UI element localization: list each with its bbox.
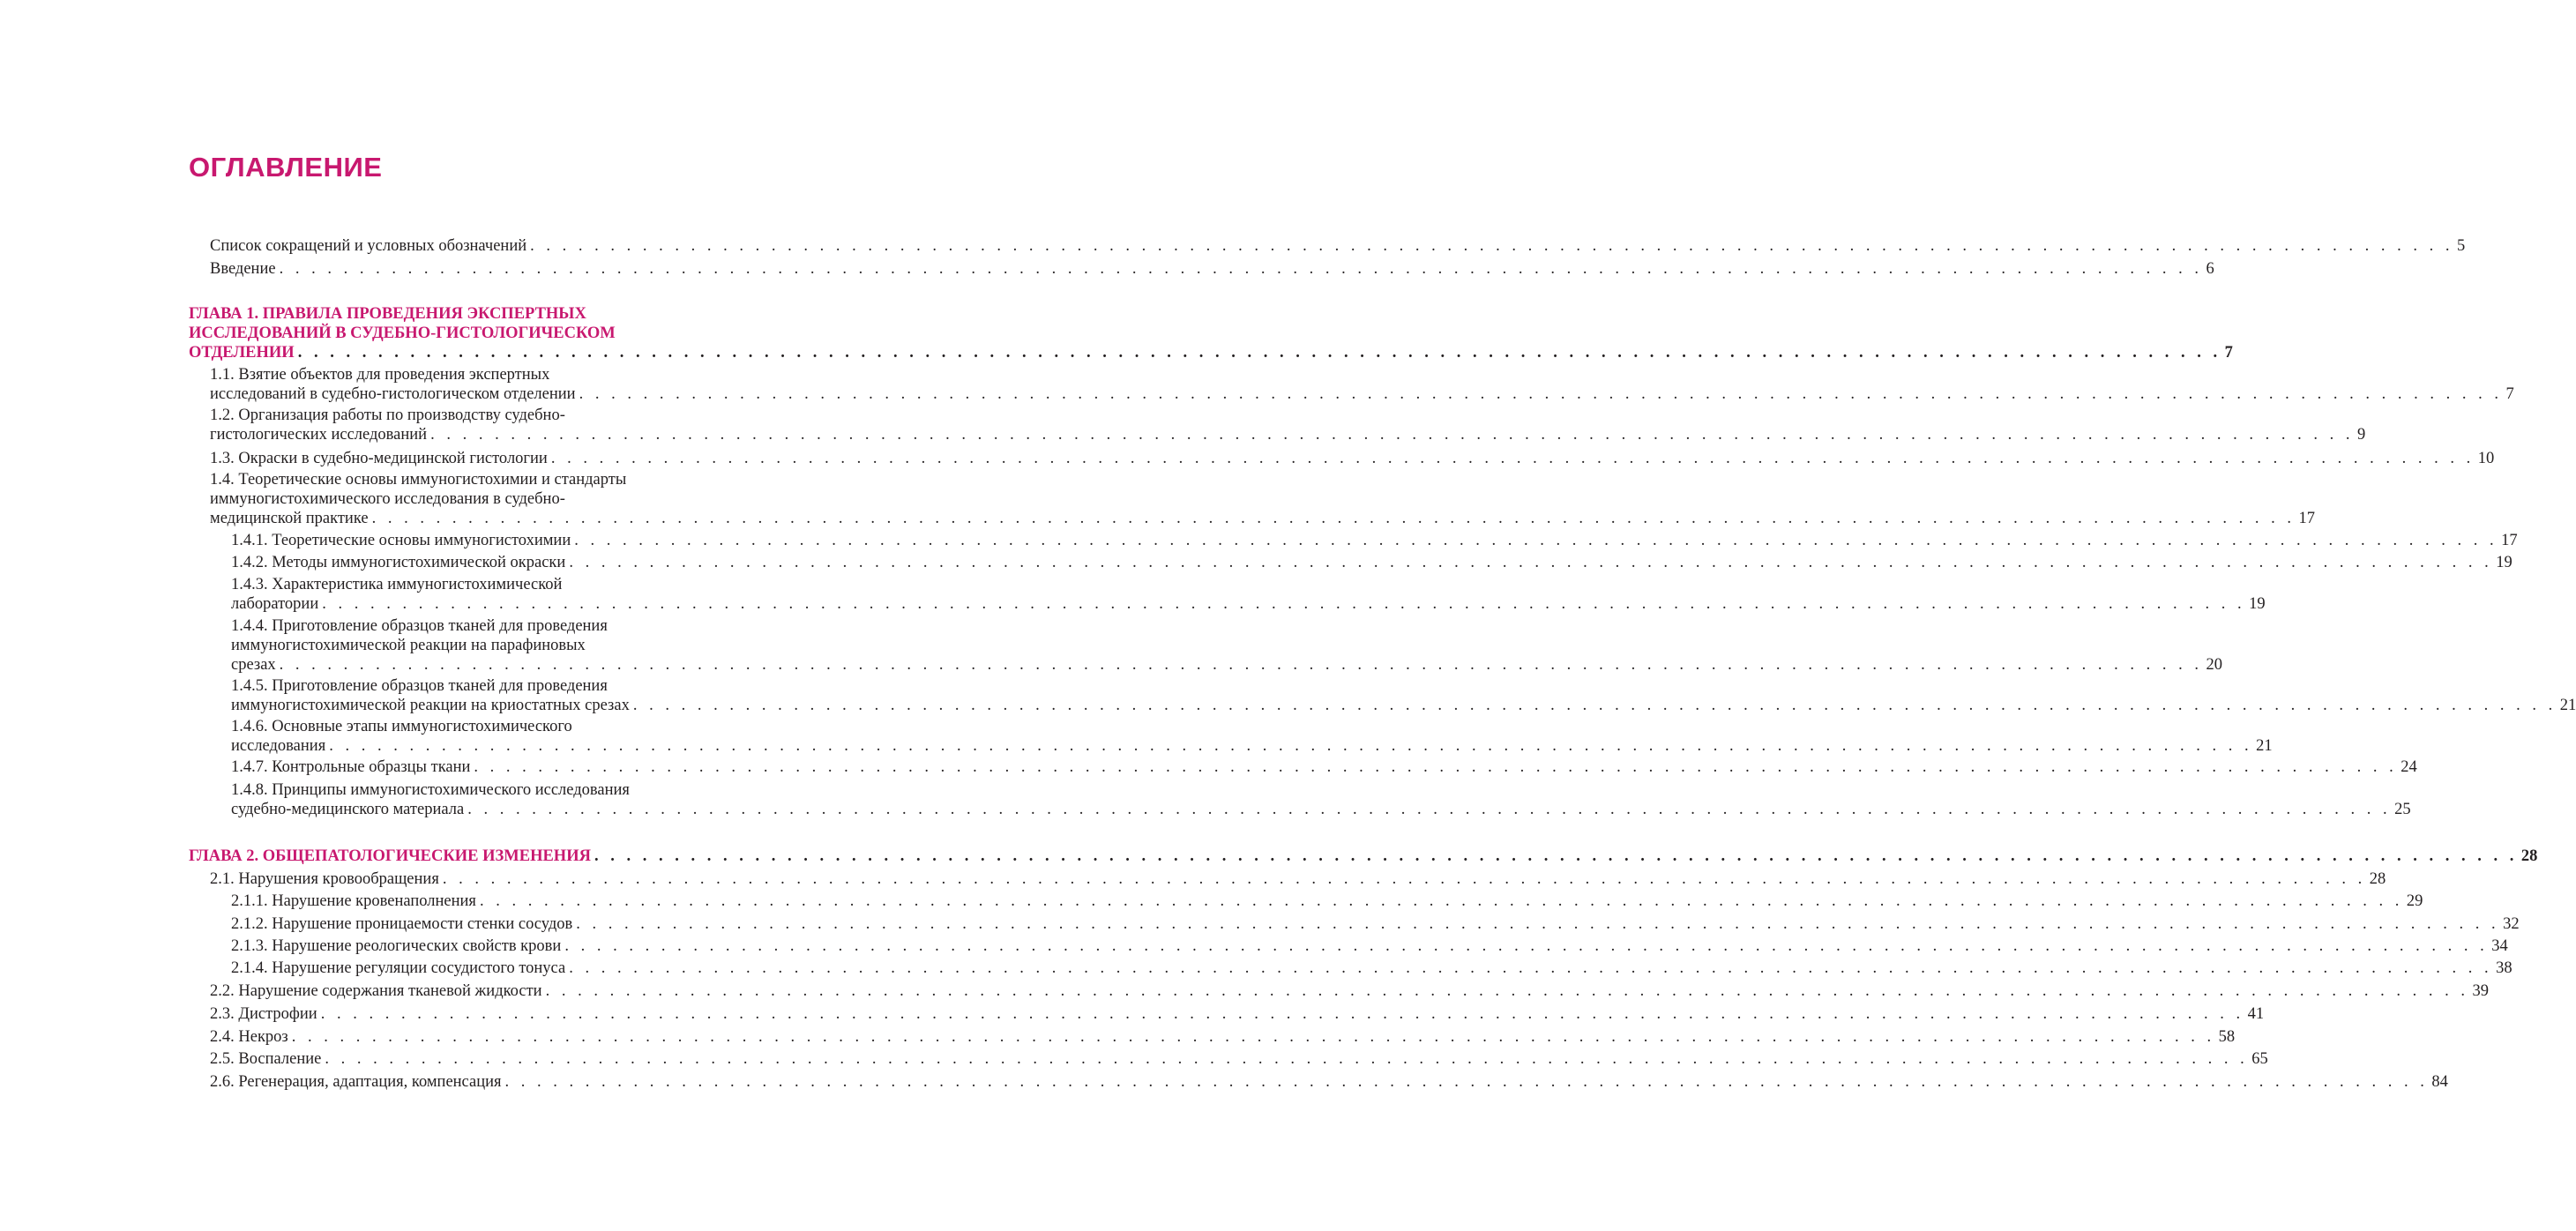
- dot-leader: . . . . . . . . . . . . . . . . . . . . . . . . . . . . . . . . . . . . . . . . . . . . . . . . . . . . . . . . . . . . . . . . . . . . . . . . . . . . . . . . . . . . . . . . . . . . . . . . . . . . . . . . . . . . . . . . . . . . . . . .: [371, 510, 2296, 527]
- toc-entry-title: 1.4.7. Контрольные образцы ткани: [231, 758, 471, 776]
- dot-leader: . . . . . . . . . . . . . . . . . . . . . . . . . . . . . . . . . . . . . . . . . . . . . . . . . . . . . . . . . . . . . . . . . . . . . . . . . . . . . . . . . . . . . . . . . . . . . . . . . . . . . . . . . . . . . . . . . . . . . . . .: [576, 915, 2500, 933]
- dot-leader: . . . . . . . . . . . . . . . . . . . . . . . . . . . . . . . . . . . . . . . . . . . . . . . . . . . . . . . . . . . . . . . . . . . . . . . . . . . . . . . . . . . . . . . . . . . . . . . . . . . . . . . . . . . . . . . . . . . . . . . .: [291, 1028, 2215, 1046]
- toc-entry-2-1-3[interactable]: [231, 936, 2508, 956]
- toc-entry-1-4-5[interactable]: [231, 676, 2576, 715]
- page-number: 17: [2298, 510, 2315, 527]
- dot-leader: . . . . . . . . . . . . . . . . . . . . . . . . . . . . . . . . . . . . . . . . . . . . . . . . . . . . . . . . . . . . . . . . . . . . . . . . . . . . . . . . . . . . . . . . . . . . . . . . . . . . . . . . . . . . . . . . . . . . . . . .: [329, 737, 2253, 755]
- toc-entry-title: 2.4. Некроз: [210, 1028, 288, 1046]
- dot-leader: . . . . . . . . . . . . . . . . . . . . . . . . . . . . . . . . . . . . . . . . . . . . . . . . . . . . . . . . . . . . . . . . . . . . . . . . . . . . . . . . . . . . . . . . . . . . . . . . . . . . . . . . . . . . . . . . . . . . . . . .: [632, 697, 2557, 714]
- toc-entry-2-4[interactable]: [210, 1027, 2236, 1047]
- toc-entry-introduction[interactable]: [210, 259, 2214, 279]
- toc-entry-row: [210, 981, 2489, 1001]
- toc-entry-title: гистологических исследований: [210, 426, 428, 444]
- toc-entry-title: 2.1. Нарушения кровообращения: [210, 870, 439, 888]
- page-number: 7: [2505, 385, 2514, 403]
- toc-entry-2-1-1[interactable]: [231, 892, 2423, 911]
- toc-entry-row: [210, 425, 2366, 444]
- page-number: 25: [2394, 801, 2411, 818]
- toc-entry-title: 2.1.1. Нарушение кровенаполнения: [231, 892, 476, 910]
- toc-chapter-1[interactable]: [189, 304, 2233, 362]
- toc-entry-title: ГЛАВА 2. ОБЩЕПАТОЛОГИЧЕСКИЕ ИЗМЕНЕНИЯ: [189, 847, 591, 865]
- dot-leader: . . . . . . . . . . . . . . . . . . . . . . . . . . . . . . . . . . . . . . . . . . . . . . . . . . . . . . . . . . . . . . . . . . . . . . . . . . . . . . . . . . . . . . . . . . . . . . . . . . . . . . . . . . . . . . . . . . . . . . . .: [594, 847, 2518, 865]
- toc-chapter-2[interactable]: [189, 847, 2538, 866]
- page-number: 6: [2206, 260, 2214, 278]
- toc-entry-row: [231, 800, 2411, 819]
- page-number: 41: [2247, 1005, 2265, 1023]
- toc-entry-title: 2.3. Дистрофии: [210, 1005, 317, 1023]
- toc-entry-title: 2.6. Регенерация, адаптация, компенсация: [210, 1073, 502, 1091]
- toc-entry-1-4-7[interactable]: [231, 757, 2417, 777]
- toc-entry-2-2[interactable]: [210, 981, 2489, 1001]
- toc-entry-row: [210, 259, 2214, 279]
- toc-entry-2-6[interactable]: [210, 1072, 2448, 1092]
- toc-entry-row: [231, 655, 2223, 675]
- toc-entry-title: исследования: [231, 737, 326, 755]
- toc-entry-row: [210, 509, 2315, 528]
- toc-entry-line: 1.4.5. Приготовление образцов тканей для проведения: [231, 677, 608, 695]
- toc-entry-row: [231, 594, 2266, 614]
- page-number: 5: [2457, 237, 2466, 255]
- dot-leader: . . . . . . . . . . . . . . . . . . . . . . . . . . . . . . . . . . . . . . . . . . . . . . . . . . . . . . . . . . . . . . . . . . . . . . . . . . . . . . . . . . . . . . . . . . . . . . . . . . . . . . . . . . . . . . . . . . . . . . . .: [430, 426, 2354, 444]
- toc-entry-row: [231, 757, 2417, 777]
- dot-leader: . . . . . . . . . . . . . . . . . . . . . . . . . . . . . . . . . . . . . . . . . . . . . . . . . . . . . . . . . . . . . . . . . . . . . . . . . . . . . . . . . . . . . . . . . . . . . . . . . . . . . . . . . . . . . . . . . . . . . . . .: [579, 385, 2503, 403]
- page-number: 84: [2431, 1073, 2448, 1091]
- page-number: 19: [2249, 595, 2266, 613]
- toc-entry-1-4-1[interactable]: [231, 531, 2518, 550]
- dot-leader: . . . . . . . . . . . . . . . . . . . . . . . . . . . . . . . . . . . . . . . . . . . . . . . . . . . . . . . . . . . . . . . . . . . . . . . . . . . . . . . . . . . . . . . . . . . . . . . . . . . . . . . . . . . . . . . . . . . . . . . .: [530, 237, 2453, 255]
- toc-entry-line: ИССЛЕДОВАНИЙ В СУДЕБНО-ГИСТОЛОГИЧЕСКОМ: [189, 325, 616, 342]
- page-number: 17: [2501, 532, 2518, 549]
- toc-entry-title: 2.2. Нарушение содержания тканевой жидкости: [210, 982, 542, 1000]
- toc-entry-row: [210, 1072, 2448, 1092]
- toc-entry-row: [210, 869, 2386, 889]
- page-number: 24: [2401, 758, 2417, 776]
- toc-entry-title: 2.1.3. Нарушение реологических свойств крови: [231, 937, 562, 955]
- dot-leader: . . . . . . . . . . . . . . . . . . . . . . . . . . . . . . . . . . . . . . . . . . . . . . . . . . . . . . . . . . . . . . . . . . . . . . . . . . . . . . . . . . . . . . . . . . . . . . . . . . . . . . . . . . . . . . . . . . . . . . . .: [297, 344, 2221, 362]
- page-number: 29: [2406, 892, 2423, 910]
- toc-entry-1-3[interactable]: [210, 449, 2495, 468]
- dot-leader: . . . . . . . . . . . . . . . . . . . . . . . . . . . . . . . . . . . . . . . . . . . . . . . . . . . . . . . . . . . . . . . . . . . . . . . . . . . . . . . . . . . . . . . . . . . . . . . . . . . . . . . . . . . . . . . . . . . . . . . .: [320, 1005, 2244, 1023]
- toc-entry-title: судебно-медицинского материала: [231, 801, 465, 818]
- toc-entry-title: медицинской практике: [210, 510, 369, 527]
- dot-leader: . . . . . . . . . . . . . . . . . . . . . . . . . . . . . . . . . . . . . . . . . . . . . . . . . . . . . . . . . . . . . . . . . . . . . . . . . . . . . . . . . . . . . . . . . . . . . . . . . . . . . . . . . . . . . . . . . . . . . . . .: [279, 260, 2203, 278]
- toc-entry-title: 1.4.1. Теоретические основы иммуногистохимии: [231, 532, 571, 549]
- page-number: 20: [2206, 656, 2223, 674]
- toc-entry-row: [231, 531, 2518, 550]
- page-number: 65: [2251, 1050, 2268, 1068]
- page-title: ОГЛАВЛЕНИЕ: [189, 152, 383, 183]
- toc-entry-line: иммуногистохимического исследования в судебно-: [210, 490, 565, 508]
- toc-entry-line: 1.4.3. Характеристика иммуногистохимической: [231, 576, 563, 593]
- toc-entry-line: 1.1. Взятие объектов для проведения экспертных: [210, 366, 550, 384]
- dot-leader: . . . . . . . . . . . . . . . . . . . . . . . . . . . . . . . . . . . . . . . . . . . . . . . . . . . . . . . . . . . . . . . . . . . . . . . . . . . . . . . . . . . . . . . . . . . . . . . . . . . . . . . . . . . . . . . . . . . . . . . .: [325, 1050, 2249, 1068]
- toc-entry-title: 2.5. Воспаление: [210, 1050, 322, 1068]
- page-number: 38: [2496, 959, 2513, 977]
- toc-entry-row: [189, 343, 2233, 362]
- dot-leader: . . . . . . . . . . . . . . . . . . . . . . . . . . . . . . . . . . . . . . . . . . . . . . . . . . . . . . . . . . . . . . . . . . . . . . . . . . . . . . . . . . . . . . . . . . . . . . . . . . . . . . . . . . . . . . . . . . . . . . . .: [504, 1073, 2429, 1091]
- toc-entry-line: 1.2. Организация работы по производству судебно-: [210, 407, 565, 424]
- page-number: 28: [2369, 870, 2386, 888]
- toc-entry-title: иммуногистохимической реакции на криостатных срезах: [231, 697, 630, 714]
- toc-entry-line: ГЛАВА 1. ПРАВИЛА ПРОВЕДЕНИЯ ЭКСПЕРТНЫХ: [189, 305, 586, 323]
- toc-entry-1-1[interactable]: [210, 365, 2514, 404]
- toc-entry-row: [210, 236, 2466, 256]
- toc-entry-line: 1.4.4. Приготовление образцов тканей для проведения: [231, 617, 608, 635]
- dot-leader: . . . . . . . . . . . . . . . . . . . . . . . . . . . . . . . . . . . . . . . . . . . . . . . . . . . . . . . . . . . . . . . . . . . . . . . . . . . . . . . . . . . . . . . . . . . . . . . . . . . . . . . . . . . . . . . . . . . . . . . .: [545, 982, 2469, 1000]
- toc-entry-title: 2.1.4. Нарушение регуляции сосудистого тонуса: [231, 959, 566, 977]
- toc-entry-1-2[interactable]: [210, 406, 2366, 444]
- toc-entry-2-1-4[interactable]: [231, 959, 2513, 978]
- toc-entry-row: [231, 914, 2520, 934]
- page-number: 19: [2496, 554, 2513, 571]
- toc-entry-row: [231, 959, 2513, 978]
- toc-entry-line: иммуногистохимической реакции на парафиновых: [231, 637, 586, 654]
- dot-leader: . . . . . . . . . . . . . . . . . . . . . . . . . . . . . . . . . . . . . . . . . . . . . . . . . . . . . . . . . . . . . . . . . . . . . . . . . . . . . . . . . . . . . . . . . . . . . . . . . . . . . . . . . . . . . . . . . . . . . . . .: [442, 870, 2366, 888]
- dot-leader: . . . . . . . . . . . . . . . . . . . . . . . . . . . . . . . . . . . . . . . . . . . . . . . . . . . . . . . . . . . . . . . . . . . . . . . . . . . . . . . . . . . . . . . . . . . . . . . . . . . . . . . . . . . . . . . . . . . . . . . .: [569, 554, 2493, 571]
- toc-entry-title: Список сокращений и условных обозначений: [210, 237, 527, 255]
- dot-leader: . . . . . . . . . . . . . . . . . . . . . . . . . . . . . . . . . . . . . . . . . . . . . . . . . . . . . . . . . . . . . . . . . . . . . . . . . . . . . . . . . . . . . . . . . . . . . . . . . . . . . . . . . . . . . . . . . . . . . . . .: [279, 656, 2203, 674]
- toc-entry-title: 2.1.2. Нарушение проницаемости стенки сосудов: [231, 915, 573, 933]
- page-number: 7: [2224, 344, 2233, 362]
- toc-entry-row: [189, 847, 2538, 866]
- toc-entry-2-1-2[interactable]: [231, 914, 2520, 934]
- dot-leader: . . . . . . . . . . . . . . . . . . . . . . . . . . . . . . . . . . . . . . . . . . . . . . . . . . . . . . . . . . . . . . . . . . . . . . . . . . . . . . . . . . . . . . . . . . . . . . . . . . . . . . . . . . . . . . . . . . . . . . . .: [474, 758, 2398, 776]
- toc-entry-title: лаборатории: [231, 595, 319, 613]
- page-number: 34: [2491, 937, 2508, 955]
- toc-entry-abbreviations[interactable]: [210, 236, 2466, 256]
- toc-entry-title: исследований в судебно-гистологическом отделении: [210, 385, 576, 403]
- toc-entry-row: [210, 384, 2514, 404]
- page-number: 39: [2472, 982, 2489, 1000]
- page-number: 28: [2520, 847, 2538, 865]
- page-number: 9: [2356, 426, 2366, 444]
- toc-entry-1-4-4[interactable]: [231, 616, 2223, 675]
- toc-entry-2-5[interactable]: [210, 1049, 2268, 1069]
- toc-entry-line: 1.4. Теоретические основы иммуногистохимии и стандарты: [210, 471, 627, 489]
- dot-leader: . . . . . . . . . . . . . . . . . . . . . . . . . . . . . . . . . . . . . . . . . . . . . . . . . . . . . . . . . . . . . . . . . . . . . . . . . . . . . . . . . . . . . . . . . . . . . . . . . . . . . . . . . . . . . . . . . . . . . . . .: [479, 892, 2403, 910]
- page-number: 58: [2218, 1028, 2236, 1046]
- dot-leader: . . . . . . . . . . . . . . . . . . . . . . . . . . . . . . . . . . . . . . . . . . . . . . . . . . . . . . . . . . . . . . . . . . . . . . . . . . . . . . . . . . . . . . . . . . . . . . . . . . . . . . . . . . . . . . . . . . . . . . . .: [574, 532, 2498, 549]
- toc-entry-title: ОТДЕЛЕНИИ: [189, 344, 295, 362]
- toc-entry-1-4-3[interactable]: [231, 575, 2266, 614]
- toc-entry-row: [210, 1027, 2236, 1047]
- page-number: 21: [2559, 697, 2576, 714]
- toc-entry-1-4-6[interactable]: [231, 717, 2273, 756]
- toc-entry-row: [231, 696, 2576, 715]
- toc-entry-2-3[interactable]: [210, 1004, 2265, 1024]
- toc-entry-1-4-8[interactable]: [231, 780, 2411, 819]
- dot-leader: . . . . . . . . . . . . . . . . . . . . . . . . . . . . . . . . . . . . . . . . . . . . . . . . . . . . . . . . . . . . . . . . . . . . . . . . . . . . . . . . . . . . . . . . . . . . . . . . . . . . . . . . . . . . . . . . . . . . . . . .: [467, 801, 2392, 818]
- toc-entry-line: 1.4.8. Принципы иммуногистохимического исследования: [231, 781, 630, 799]
- page-number: 21: [2256, 737, 2273, 755]
- toc-entry-title: 1.3. Окраски в судебно-медицинской гистологии: [210, 450, 548, 467]
- dot-leader: . . . . . . . . . . . . . . . . . . . . . . . . . . . . . . . . . . . . . . . . . . . . . . . . . . . . . . . . . . . . . . . . . . . . . . . . . . . . . . . . . . . . . . . . . . . . . . . . . . . . . . . . . . . . . . . . . . . . . . . .: [322, 595, 2246, 613]
- toc-entry-title: срезах: [231, 656, 276, 674]
- toc-entry-row: [210, 1004, 2265, 1024]
- toc-entry-1-4-2[interactable]: [231, 553, 2513, 572]
- page-number: 10: [2477, 450, 2495, 467]
- dot-leader: . . . . . . . . . . . . . . . . . . . . . . . . . . . . . . . . . . . . . . . . . . . . . . . . . . . . . . . . . . . . . . . . . . . . . . . . . . . . . . . . . . . . . . . . . . . . . . . . . . . . . . . . . . . . . . . . . . . . . . . .: [550, 450, 2475, 467]
- toc-entry-row: [231, 892, 2423, 911]
- page-number: 32: [2503, 915, 2520, 933]
- dot-leader: . . . . . . . . . . . . . . . . . . . . . . . . . . . . . . . . . . . . . . . . . . . . . . . . . . . . . . . . . . . . . . . . . . . . . . . . . . . . . . . . . . . . . . . . . . . . . . . . . . . . . . . . . . . . . . . . . . . . . . . .: [569, 959, 2493, 977]
- dot-leader: . . . . . . . . . . . . . . . . . . . . . . . . . . . . . . . . . . . . . . . . . . . . . . . . . . . . . . . . . . . . . . . . . . . . . . . . . . . . . . . . . . . . . . . . . . . . . . . . . . . . . . . . . . . . . . . . . . . . . . . .: [564, 937, 2489, 955]
- toc-entry-1-4[interactable]: [210, 470, 2315, 528]
- toc-entry-row: [210, 449, 2495, 468]
- toc-entry-2-1[interactable]: [210, 869, 2386, 889]
- toc-entry-row: [231, 736, 2273, 756]
- toc-entry-title: Введение: [210, 260, 276, 278]
- toc-entry-row: [231, 936, 2508, 956]
- toc-entry-line: 1.4.6. Основные этапы иммуногистохимического: [231, 718, 572, 735]
- toc-entry-row: [231, 553, 2513, 572]
- toc-entry-title: 1.4.2. Методы иммуногистохимической окраски: [231, 554, 566, 571]
- toc-entry-row: [210, 1049, 2268, 1069]
